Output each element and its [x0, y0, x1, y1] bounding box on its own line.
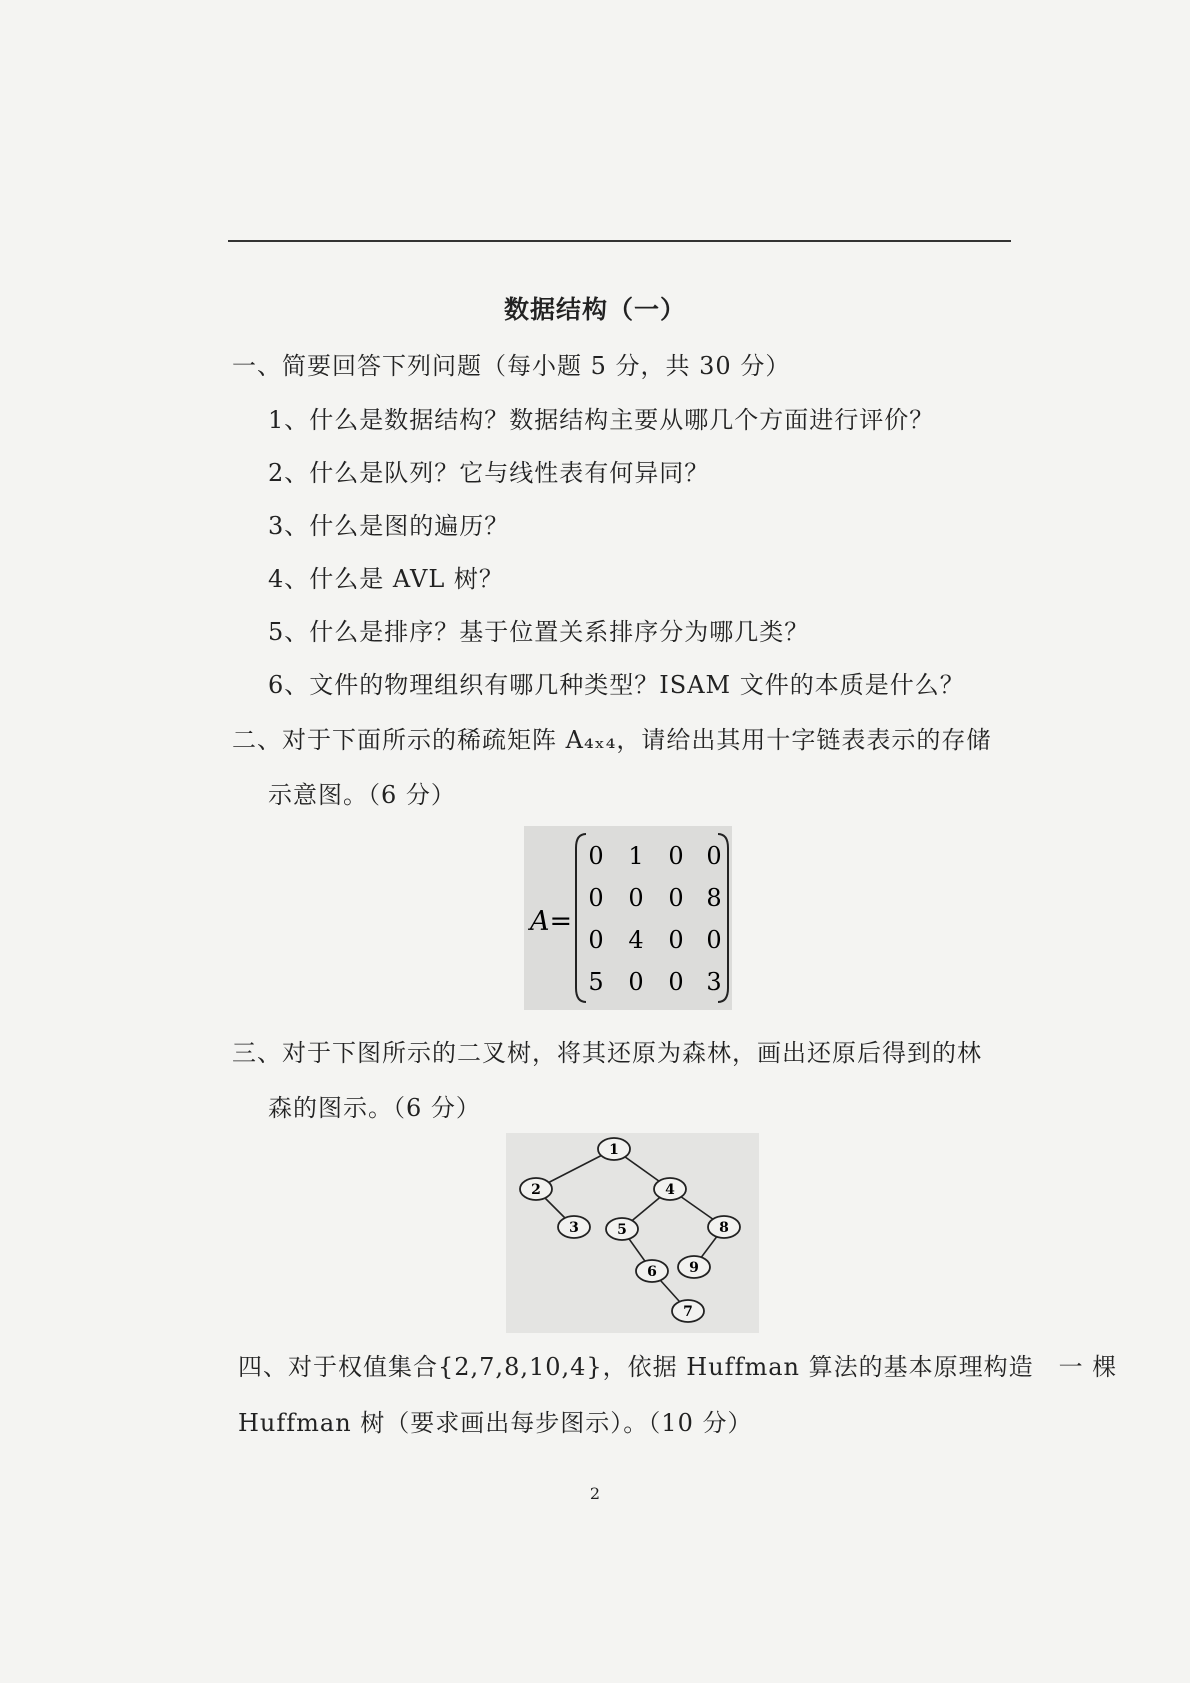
matrix-cell: 0: [588, 926, 604, 954]
matrix-cell: 5: [588, 968, 604, 996]
matrix-cell: 0: [668, 926, 684, 954]
binary-tree-figure: [506, 1133, 759, 1333]
matrix-cell: 0: [628, 884, 644, 912]
matrix-cell: 0: [588, 842, 604, 870]
q1-item-4: 4、什么是 AVL 树？: [268, 565, 504, 593]
matrix-cell: 0: [668, 884, 684, 912]
matrix-cell: 0: [668, 968, 684, 996]
page-title: 数据结构（一）: [503, 295, 686, 324]
tree-node-label: 8: [719, 1220, 729, 1236]
q1-item-3: 3、什么是图的遍历？: [268, 512, 510, 540]
matrix-cell: 1: [628, 842, 644, 870]
tree-node-label: 2: [531, 1182, 541, 1198]
matrix-label: A=: [530, 906, 573, 937]
sparse-matrix-figure: [524, 826, 732, 1010]
tree-node-label: 9: [689, 1260, 699, 1276]
header-rule: [228, 240, 1011, 242]
tree-node-label: 3: [569, 1220, 579, 1236]
matrix-cell: 8: [706, 884, 722, 912]
tree-node-label: 1: [609, 1142, 619, 1158]
q1-heading: 一、简要回答下列问题（每小题 5 分，共 30 分）: [232, 352, 791, 380]
tree-node-label: 7: [683, 1304, 693, 1320]
matrix-cell: 3: [706, 968, 722, 996]
matrix-cell: 4: [628, 926, 644, 954]
page-number: 2: [589, 1484, 601, 1503]
q1-item-1: 1、什么是数据结构？数据结构主要从哪几个方面进行评价？: [268, 406, 935, 434]
matrix-cell: 0: [668, 842, 684, 870]
tree-node-label: 6: [647, 1264, 657, 1280]
matrix-cell: 0: [588, 884, 604, 912]
matrix-cell: 0: [628, 968, 644, 996]
q3-line-2: 森的图示。（6 分）: [268, 1094, 481, 1122]
q3-line-1: 三、对于下图所示的二叉树，将其还原为森林，画出还原后得到的林: [232, 1039, 982, 1067]
q4-line-1: 四、对于权值集合{2,7,8,10,4}，依据 Huffman 算法的基本原理构造 一 棵: [238, 1353, 1118, 1381]
matrix-left-bracket: [576, 834, 586, 1002]
q4-line-2: Huffman 树（要求画出每步图示）。（10 分）: [238, 1409, 753, 1437]
tree-nodes: [520, 1138, 740, 1322]
tree-node-label: 5: [617, 1222, 627, 1238]
matrix-cells: [588, 842, 721, 996]
q2-line-1: 二、对于下面所示的稀疏矩阵 A₄ₓ₄，请给出其用十字链表表示的存储: [232, 726, 992, 754]
q1-item-5: 5、什么是排序？基于位置关系排序分为哪几类？: [268, 618, 810, 646]
q1-item-6: 6、文件的物理组织有哪几种类型？ISAM 文件的本质是什么？: [268, 671, 965, 699]
tree-node-label: 4: [665, 1182, 675, 1198]
matrix-cell: 0: [706, 926, 722, 954]
matrix-cell: 0: [706, 842, 722, 870]
q1-item-2: 2、什么是队列？它与线性表有何异同？: [268, 459, 710, 487]
q2-line-2: 示意图。（6 分）: [268, 781, 456, 809]
